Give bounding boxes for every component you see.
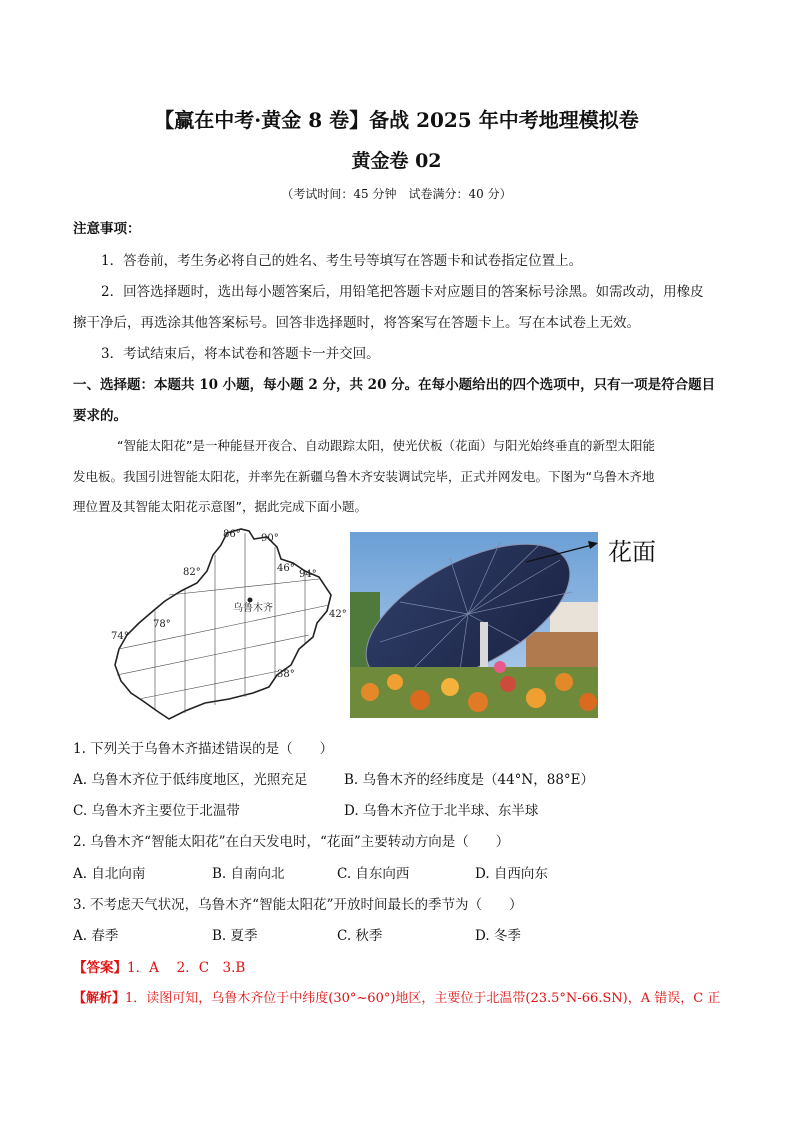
notice-item-1: 1．答卷前，考生务必将自己的姓名、考生号等填写在答题卡和试卷指定位置上。 — [101, 253, 583, 269]
q1-option-d: D. 乌鲁木齐位于北半球、东半球 — [344, 803, 539, 819]
analysis-line — [73, 987, 720, 1006]
photo-label-flower-face: 花面 — [608, 538, 656, 566]
q3-option-a: A. 春季 — [73, 928, 119, 944]
map-label-city: 乌鲁木齐 — [233, 603, 273, 614]
map-label-lon94: 94° — [299, 569, 317, 580]
q1-option-b: B. 乌鲁木齐的经纬度是（44°N，88°E） — [344, 772, 595, 788]
notice-item-3: 3．考试结束后，将本试卷和答题卡一并交回。 — [101, 346, 380, 362]
answer-line — [73, 956, 245, 976]
q3-option-c: C. 秋季 — [337, 928, 383, 944]
photo-svg — [350, 532, 598, 718]
map-label-lon90: 90° — [261, 533, 279, 544]
notice-item-2-cont: 擦干净后，再选涂其他答案标号。回答非选择题时，将答案写在答题卡上。写在本试卷上无效。 — [73, 315, 640, 331]
question-3-stem: 3. 不考虑天气状况，乌鲁木齐“智能太阳花”开放时间最长的季节为（ ） — [73, 897, 523, 913]
xinjiang-map — [109, 525, 347, 722]
map-label-lat46: 46° — [277, 563, 295, 574]
map-label-lat42: 42° — [329, 609, 347, 620]
urumqi-marker — [248, 598, 253, 603]
q2-option-a: A. 自北向南 — [73, 866, 146, 882]
page-subtitle: 黄金卷 02 — [351, 150, 442, 172]
notice-heading: 注意事项： — [73, 221, 141, 237]
map-label-lon86: 86° — [223, 529, 241, 540]
notice-item-2: 2．回答选择题时，选出每小题答案后，用铅笔把答题卡对应题目的答案标号涂黑。如需改动，用橡皮 — [101, 284, 704, 300]
material-line-1: “智能太阳花”是一种能昼开夜合、自动跟踪太阳，使光伏板（花面）与阳光始终垂直的新型太阳能 — [117, 438, 655, 453]
q1-option-a: A. 乌鲁木齐位于低纬度地区，光照充足 — [73, 772, 308, 788]
q3-option-d: D. 冬季 — [475, 928, 521, 944]
map-label-lon74: 74° — [111, 631, 129, 642]
map-outline — [115, 529, 331, 719]
map-svg — [109, 525, 347, 722]
section-heading-cont: 要求的。 — [73, 408, 127, 424]
map-label-lat38: 38° — [277, 669, 295, 680]
answer-label: 【答案】 — [73, 960, 127, 976]
material-line-2: 发电板。我国引进智能太阳花，并率先在新疆乌鲁木齐安装调试完毕，正式并网发电。下图为“乌鲁木齐地 — [73, 469, 655, 484]
photo-pergola — [526, 632, 598, 672]
q1-option-c: C. 乌鲁木齐主要位于北温带 — [73, 803, 240, 819]
analysis-label: 【解析】 — [73, 991, 126, 1006]
smartflower-photo — [350, 532, 598, 718]
material-line-3: 理位置及其智能太阳花示意图”，据此完成下面小题。 — [73, 499, 367, 514]
q2-option-d: D. 自西向东 — [475, 866, 548, 882]
analysis-text: 1．读图可知，乌鲁木齐位于中纬度(30°~60°)地区，主要位于北温带(23.5°N-66.SN)，A 错误，C 正 — [125, 991, 721, 1006]
page-title: 【赢在中考·黄金 8 卷】备战 2025 年中考地理模拟卷 — [154, 108, 639, 132]
map-label-lon78: 78° — [153, 619, 171, 630]
q3-option-b: B. 夏季 — [212, 928, 258, 944]
q2-option-b: B. 自南向北 — [212, 866, 285, 882]
question-1-stem: 1. 下列关于乌鲁木齐描述错误的是（ ） — [73, 741, 334, 757]
q2-option-c: C. 自东向西 — [337, 866, 410, 882]
section-heading: 一、选择题：本题共 10 小题，每小题 2 分，共 20 分。在每小题给出的四个选项中，只有一项是符合题目 — [73, 377, 716, 393]
exam-info: （考试时间：45 分钟 试卷满分：40 分） — [281, 187, 512, 201]
map-label-lon82: 82° — [183, 567, 201, 578]
answer-text: 1．A 2．C 3.B — [127, 960, 246, 976]
question-2-stem: 2. 乌鲁木齐“智能太阳花”在白天发电时，“花面”主要转动方向是（ ） — [73, 834, 510, 850]
